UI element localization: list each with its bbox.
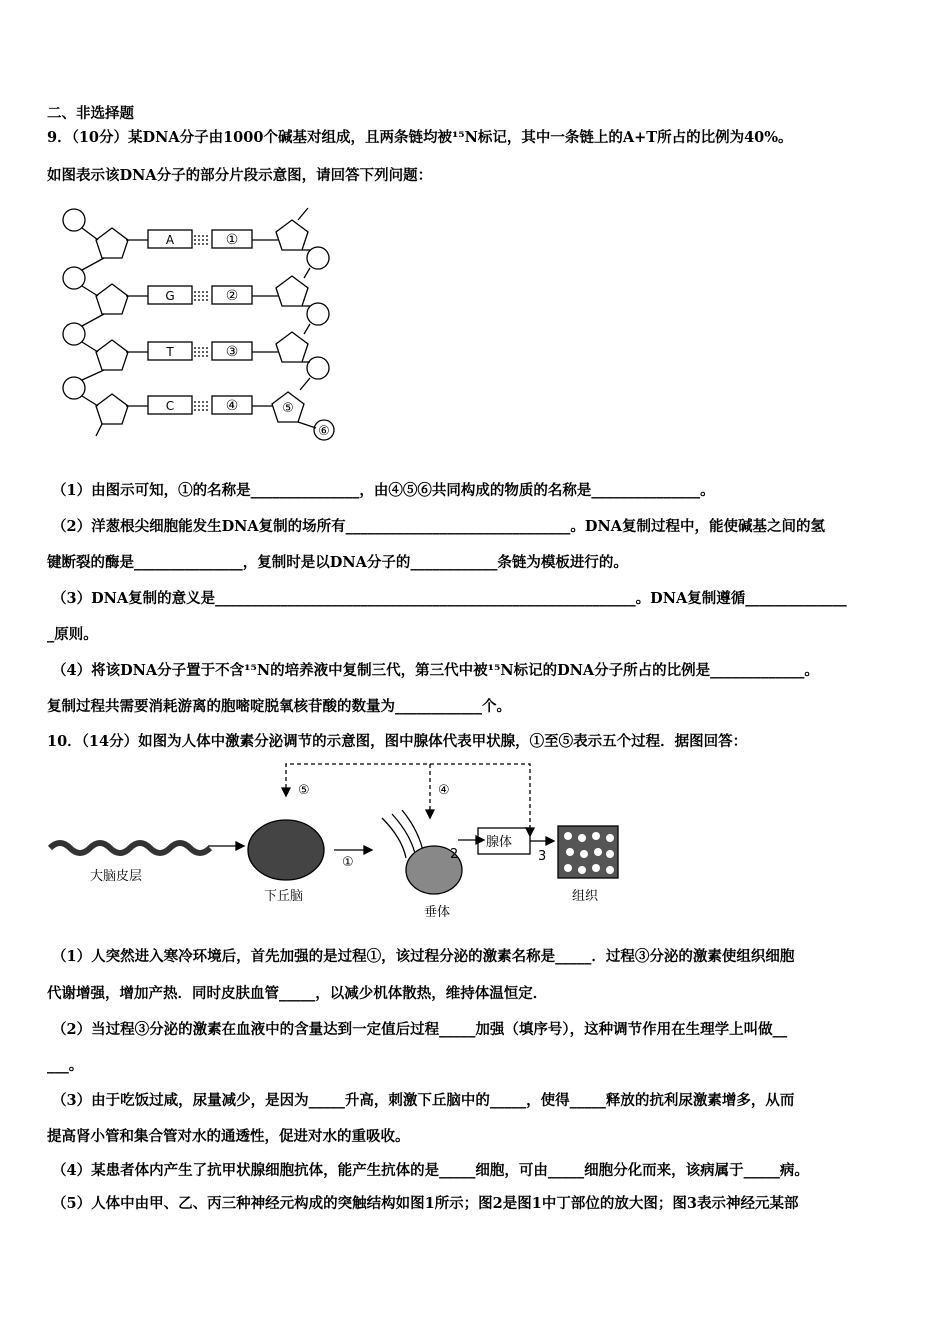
base-right-1: ① — [225, 232, 239, 248]
feedback-path-5 — [286, 764, 530, 830]
phosphate-left-2 — [63, 267, 85, 289]
hypothalamus-shape — [248, 820, 324, 880]
process-5-label: ⑤ — [298, 783, 310, 798]
q9-stem-line2: 如图表示该DNA分子的部分片段示意图，请回答下列问题： — [47, 167, 433, 184]
pituitary-label: 垂体 — [424, 905, 451, 920]
q9-sub3-line1: （3）DNA复制的意义是__________________________________________________________。DNA复制遵循______________ — [52, 590, 847, 607]
q10-sub1-line1: （1）人突然进入寒冷环境后，首先加强的是过程①，该过程分泌的激素名称是_____．过程③分泌的激素使组织细胞 — [52, 948, 795, 965]
base-left-3: T — [166, 345, 174, 359]
hormone-regulation-diagram — [46, 758, 626, 938]
base-left-1: A — [165, 233, 175, 247]
sugar-left-1 — [96, 228, 128, 258]
q10-sub3-line1: （3）由于吃饭过咸，尿量减少，是因为_____升高，刺激下丘脑中的_____，使得_____释放的抗利尿激素增多，从而 — [52, 1092, 795, 1109]
q10-sub4: （4）某患者体内产生了抗甲状腺细胞抗体，能产生抗体的是_____细胞，可由_____细胞分化而来，该病属于_____病。 — [52, 1162, 809, 1179]
base-left-2: G — [165, 289, 175, 303]
hypothalamus-label: 下丘脑 — [264, 889, 304, 904]
q10-sub1-line2: 代谢增强，增加产热．同时皮肤血管_____，以减少机体散热，维持体温恒定． — [47, 985, 548, 1002]
phosphate-left-3 — [63, 323, 85, 345]
gland-label: 腺体 — [486, 835, 513, 850]
q9-sub2-line1: （2）洋葱根尖细胞能发生DNA复制的场所有_______________________________。DNA复制过程中，能使碱基之间的氢 — [52, 518, 825, 535]
base-right-2: ② — [225, 288, 239, 304]
sugar-right-3 — [276, 332, 308, 362]
section-title: 二、非选择题 — [47, 105, 134, 122]
q9-stem-line1: 9．（10分）某DNA分子由1000个碱基对组成，且两条链均被¹⁵N标记，其中一条链上的A+T所占的比例为40%。 — [47, 129, 793, 146]
sugar-left-2 — [96, 284, 128, 314]
process-2-label: 2 — [450, 847, 459, 862]
q9-sub4-line1: （4）将该DNA分子置于不含¹⁵N的培养液中复制三代，第三代中被¹⁵N标记的DNA分子所占的比例是_____________。 — [52, 662, 819, 679]
tissue-label: 组织 — [572, 889, 599, 904]
q9-sub3-line2: _原则。 — [47, 626, 98, 643]
base-right-4: ④ — [225, 398, 239, 414]
phosphate-left-1 — [63, 209, 85, 231]
q10-stem: 10．（14分）如图为人体中激素分泌调节的示意图，图中腺体代表甲状腺，①至⑤表示五个过程．据图回答： — [47, 733, 748, 750]
phosphate-left-4 — [63, 377, 85, 399]
q10-sub5: （5）人体中由甲、乙、丙三种神经元构成的突触结构如图1所示；图2是图1中丁部位的放大图；图3表示神经元某部 — [52, 1195, 799, 1212]
dna-fragment-diagram — [60, 200, 345, 445]
q10-sub3-line2: 提高肾小管和集合管对水的通透性，促进对水的重吸收。 — [47, 1128, 410, 1145]
q9-sub4-line2: 复制过程共需要消耗游离的胞嘧啶脱氧核苷酸的数量为____________个。 — [47, 698, 511, 715]
q10-sub2-line1: （2）当过程③分泌的激素在血液中的含量达到一定值后过程_____加强（填序号），这种调节作用在生理学上叫做__ — [52, 1021, 788, 1038]
q10-sub2-line2: ___。 — [47, 1057, 84, 1074]
process-1-label: ① — [342, 855, 354, 870]
cerebral-cortex — [50, 843, 210, 853]
process-4-label: ④ — [438, 783, 450, 798]
cortex-label: 大脑皮层 — [90, 869, 143, 884]
base-right-3: ③ — [225, 344, 239, 360]
q9-sub2-line2: 键断裂的酶是_______________，复制时是以DNA分子的____________条链为模板进行的。 — [47, 554, 628, 571]
process-3-label: 3 — [538, 849, 547, 864]
label-6: ⑥ — [318, 424, 330, 439]
sugar-right-1 — [276, 220, 308, 250]
sugar-right-2 — [276, 276, 308, 306]
sugar-left-3 — [96, 340, 128, 370]
q9-sub1: （1）由图示可知，①的名称是_______________，由④⑤⑥共同构成的物质的名称是_______________。 — [52, 482, 715, 499]
label-5: ⑤ — [282, 401, 294, 416]
base-left-4: C — [165, 399, 175, 413]
sugar-left-4 — [96, 394, 128, 424]
